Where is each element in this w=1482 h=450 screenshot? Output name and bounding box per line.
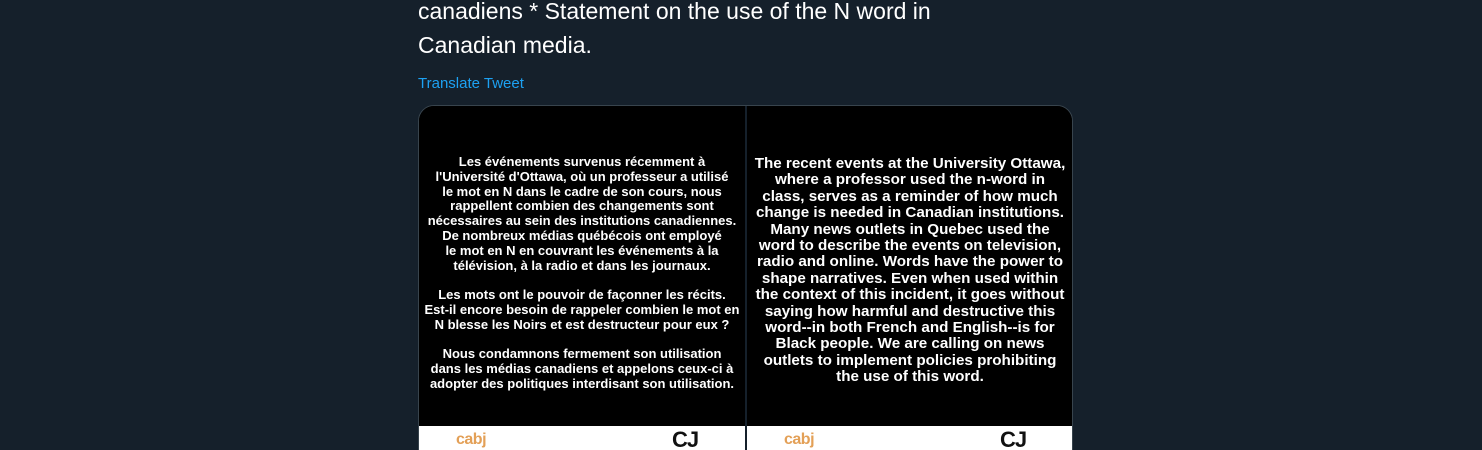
- statement-line: Nous condamnons fermement son utilisation: [442, 346, 722, 362]
- tweet-text-line: Canadian media.: [418, 32, 592, 58]
- statement-line: the use of this word.: [836, 368, 984, 386]
- statement-line: change is needed in Canadian institutions.: [755, 204, 1064, 222]
- media-image-english[interactable]: [747, 106, 1073, 450]
- statement-line: word to describe the events on television,: [758, 237, 1062, 255]
- statement-line: dans les médias canadiens et appelons ceux-ci à: [430, 361, 734, 377]
- statement-line: De nombreux médias québécois ont employé: [442, 227, 722, 243]
- statement-line: where a professor used the n-word in: [774, 171, 1046, 189]
- statement-line: word--in both French and English--is for: [765, 319, 1055, 337]
- statement-line: l'Université d'Ottawa, où un professeur a utilisé: [435, 168, 729, 184]
- statement-line: saying how harmful and destructive this: [764, 302, 1056, 320]
- media-image-french[interactable]: [419, 106, 745, 450]
- paragraph-gap: [419, 333, 745, 348]
- tweet-media-grid: [418, 105, 1073, 450]
- statement-line: Les mots ont le pouvoir de façonner les récits.: [438, 287, 726, 303]
- statement-line: shape narratives. Even when used within: [761, 269, 1059, 287]
- image-footer: [419, 426, 745, 450]
- cabj-logo: cabj: [456, 431, 487, 448]
- statement-line: le mot en N dans le cadre de son cours, nous: [442, 183, 722, 199]
- statement-line: Est-il encore besoin de rappeler combien le mot en: [424, 301, 740, 317]
- cj-logo: CJ: [672, 427, 699, 450]
- english-statement-text: [747, 156, 1073, 386]
- statement-line: le mot en N en couvrant les événements à la: [445, 242, 719, 258]
- statement-line: the context of this incident, it goes without: [755, 286, 1065, 304]
- tweet-text-line: canadiens * Statement on the use of the N word in: [418, 0, 931, 24]
- statement-line: adopter des politiques interdisant son utilisation.: [429, 375, 735, 391]
- statement-line: rappellent combien des changements sont: [450, 198, 714, 214]
- statement-line: nécessaires au sein des institutions canadiennes.: [427, 213, 737, 229]
- statement-line: Many news outlets in Quebec used the: [770, 220, 1050, 238]
- statement-line: N blesse les Noirs et est destructeur pour eux ?: [434, 316, 730, 332]
- paragraph-gap: [419, 273, 745, 288]
- french-statement-text: [419, 155, 745, 392]
- statement-line: The recent events at the University Ottawa,: [754, 155, 1066, 172]
- statement-line: outlets to implement policies prohibiting: [763, 351, 1057, 369]
- statement-line: télévision, à la radio et dans les journaux.: [453, 257, 711, 273]
- cj-logo: CJ: [1000, 427, 1027, 450]
- translate-tweet-link[interactable]: Translate Tweet: [418, 75, 524, 92]
- statement-line: radio and online. Words have the power to: [756, 253, 1064, 271]
- statement-line: class, serves as a reminder of how much: [762, 187, 1058, 205]
- cabj-logo: cabj: [784, 431, 815, 448]
- statement-line: Les événements survenus récemment à: [458, 154, 706, 169]
- image-footer: [747, 426, 1073, 450]
- statement-line: Black people. We are calling on news: [775, 335, 1045, 353]
- tweet-text: [418, 0, 1058, 62]
